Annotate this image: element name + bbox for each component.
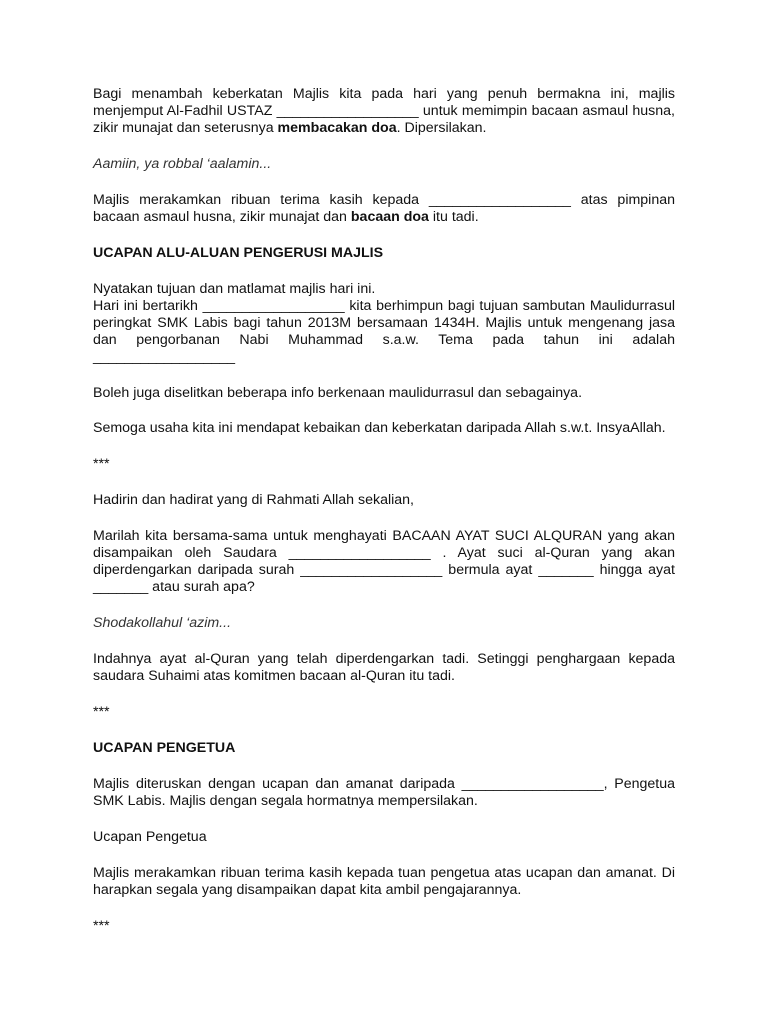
paragraph-ucapan-pengetua: Ucapan Pengetua	[93, 829, 207, 845]
separator-stars-3: ***	[93, 918, 110, 934]
paragraph-tujuan: Nyatakan tujuan dan matlamat majlis hari ini.	[93, 281, 376, 297]
separator-stars-2: ***	[93, 704, 110, 720]
thanks-bold-doa: bacaan doa	[350, 209, 429, 225]
heading-ucapan-pengetua: UCAPAN PENGETUA	[93, 740, 236, 756]
paragraph-semoga: Semoga usaha kita ini mendapat kebaikan dan keberkatan daripada Allah s.w.t. InsyaAllah.	[93, 420, 666, 436]
invitation-text: Bagi menambah keberkatan Majlis kita pada hari yang penuh bermakna ini, majlis menjemput Al-Fadhil USTAZ __________________ untuk memimpin bacaan asmaul husna, zikir munajat dan seterusnya	[93, 86, 675, 136]
paragraph-alquran: Marilah kita bersama-sama untuk menghayati BACAAN AYAT SUCI ALQURAN yang akan disampaikan oleh Saudara __________________ . Ayat suci al-Quran yang akan diperdengarkan daripada surah __________________ bermula ayat _______ hingga ayat _______ atau surah apa?	[93, 528, 675, 595]
paragraph-aamiin: Aamiin, ya robbal ‘aalamin...	[93, 156, 272, 172]
paragraph-tarikh: Hari ini bertarikh __________________ kita berhimpun bagi tujuan sambutan Maulidurrasul peringkat SMK Labis bagi tahun 2013M bersamaan 1434H. Majlis untuk mengenang jasa dan pengorbanan Nabi Muhammad s.a.w. Tema pada tahun ini adalah __________________	[93, 298, 675, 365]
thanks-text: Majlis merakamkan ribuan terima kasih kepada __________________ atas pimpinan bacaan asmaul husna, zikir munajat dan	[93, 192, 675, 225]
paragraph-info: Boleh juga diselitkan beberapa info berkenaan maulidurrasul dan sebagainya.	[93, 385, 583, 401]
heading-ucapan-alu-aluan: UCAPAN ALU-ALUAN PENGERUSI MAJLIS	[93, 245, 384, 261]
invitation-end: . Dipersilakan.	[396, 120, 487, 136]
paragraph-invitation-doa	[93, 86, 675, 137]
thanks-end: itu tadi.	[428, 209, 479, 225]
paragraph-terima-kasih-pengetua: Majlis merakamkan ribuan terima kasih kepada tuan pengetua atas ucapan dan amanat. Di harapkan segala yang disampaikan dapat kita ambil pengajarannya.	[93, 865, 675, 898]
invitation-bold-doa: membacakan doa	[277, 120, 397, 136]
separator-stars-1: ***	[93, 456, 110, 472]
paragraph-shodakollahul: Shodakollahul ‘azim...	[93, 615, 232, 631]
document-body	[93, 86, 675, 935]
paragraph-thanks-doa	[93, 192, 675, 226]
paragraph-diteruskan: Majlis diteruskan dengan ucapan dan amanat daripada __________________, Pengetua SMK Labis. Majlis dengan segala hormatnya mempersilakan.	[93, 776, 675, 809]
paragraph-indahnya: Indahnya ayat al-Quran yang telah diperdengarkan tadi. Setinggi penghargaan kepada saudara Suhaimi atas komitmen bacaan al-Quran itu tadi.	[93, 651, 675, 684]
paragraph-hadirin: Hadirin dan hadirat yang di Rahmati Allah sekalian,	[93, 492, 414, 508]
